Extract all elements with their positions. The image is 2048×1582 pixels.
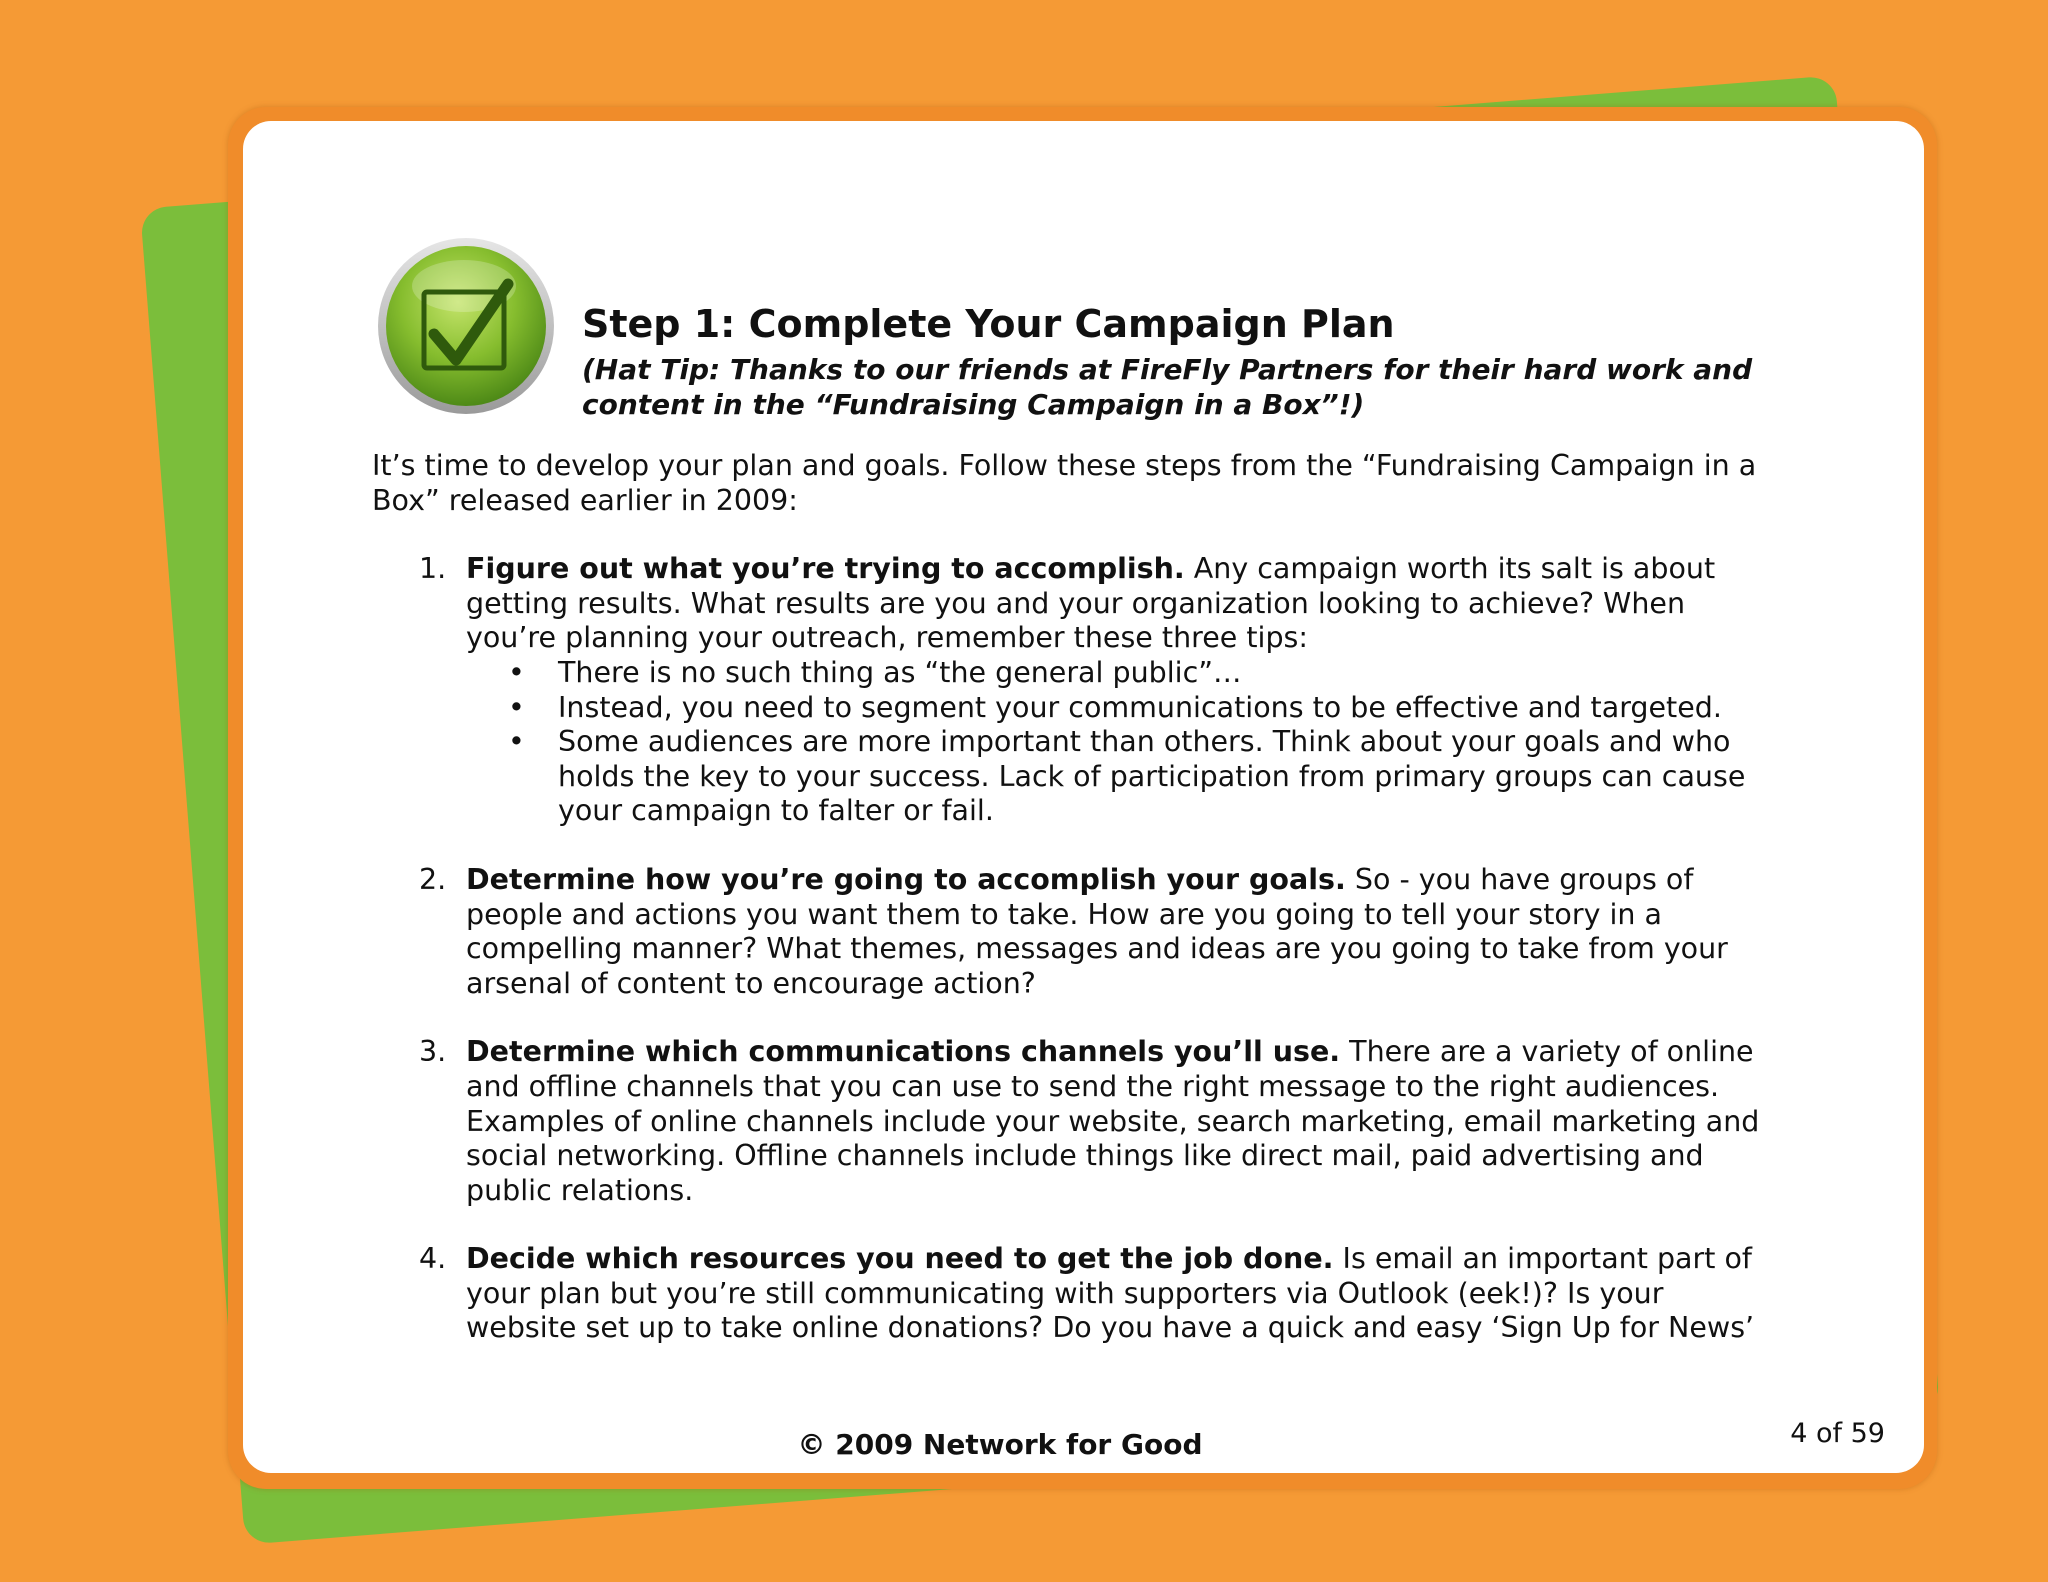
- main-content: [372, 449, 1772, 1380]
- step-item-1: [372, 552, 1772, 829]
- step-text: Is email an important part of your plan but you’re still communicating with supporters via Outlook (eek!)? Is your website set up to take online donations? Do you have a quick and easy ‘Sign Up for News’: [466, 1242, 1755, 1345]
- page-number: 4 of 59: [1790, 1418, 1885, 1449]
- step-lead: Figure out what you’re trying to accomplish.: [466, 552, 1185, 586]
- bullet-text: Instead, you need to segment your communications to be effective and targeted.: [558, 690, 1722, 724]
- list-item: [466, 691, 1772, 726]
- subtitle-line-1: (Hat Tip: Thanks to our friends at FireFly Partners for their hard work and: [582, 353, 1753, 386]
- tips-list: [466, 656, 1772, 829]
- step-text: There are a variety of online and offline channels that you can use to send the right message to the right audiences. Examples of online channels include your website, search marketing, email marketing and social networking. Offline channels include things like direct mail, paid advertising and public relations.: [466, 1035, 1760, 1207]
- step-text: So - you have groups of people and actions you want them to take. How are you going to tell your story in a compelling manner? What themes, messages and ideas are you going to take from your arsenal of content to encourage action?: [466, 862, 1728, 1000]
- step-number: 2.: [419, 862, 447, 896]
- step-lead: Determine which communications channels you’ll use.: [466, 1035, 1341, 1069]
- page-subtitle: [582, 352, 1782, 422]
- bullet-text: Some audiences are more important than others. Think about your goals and who holds the key to your success. Lack of participation from primary groups can cause your campaign to falter or fail.: [558, 725, 1746, 828]
- checkbox-check-icon: [376, 236, 556, 416]
- step-lead: Decide which resources you need to get the job done.: [466, 1242, 1334, 1276]
- bullet-text: There is no such thing as “the general public”…: [558, 655, 1242, 689]
- bullet-icon: •: [508, 725, 525, 759]
- steps-list: [372, 552, 1772, 1346]
- footer-copyright: © 2009 Network for Good: [797, 1428, 1203, 1461]
- list-item: [466, 656, 1772, 691]
- step-item-4: [372, 1242, 1772, 1346]
- step-text: Any campaign worth its salt is about getting results. What results are you and your organization looking to achieve? When you’re planning your outreach, remember these three tips:: [466, 552, 1716, 655]
- intro-paragraph: It’s time to develop your plan and goals. Follow these steps from the “Fundraising Campaign in a Box” released earlier in 2009:: [372, 449, 1757, 517]
- step-item-2: [372, 863, 1772, 1001]
- step-number: 3.: [419, 1035, 447, 1069]
- subtitle-line-2: content in the “Fundraising Campaign in a Box”!): [582, 388, 1365, 421]
- step-number: 4.: [419, 1242, 447, 1276]
- page-title: Step 1: Complete Your Campaign Plan: [582, 302, 1395, 346]
- step-number: 1.: [419, 552, 447, 586]
- bullet-icon: •: [508, 655, 525, 689]
- heading-block: [582, 300, 1782, 422]
- step-lead: Determine how you’re going to accomplish your goals.: [466, 862, 1346, 896]
- step-item-3: [372, 1035, 1772, 1208]
- list-item: [466, 725, 1772, 829]
- bullet-icon: •: [508, 690, 525, 724]
